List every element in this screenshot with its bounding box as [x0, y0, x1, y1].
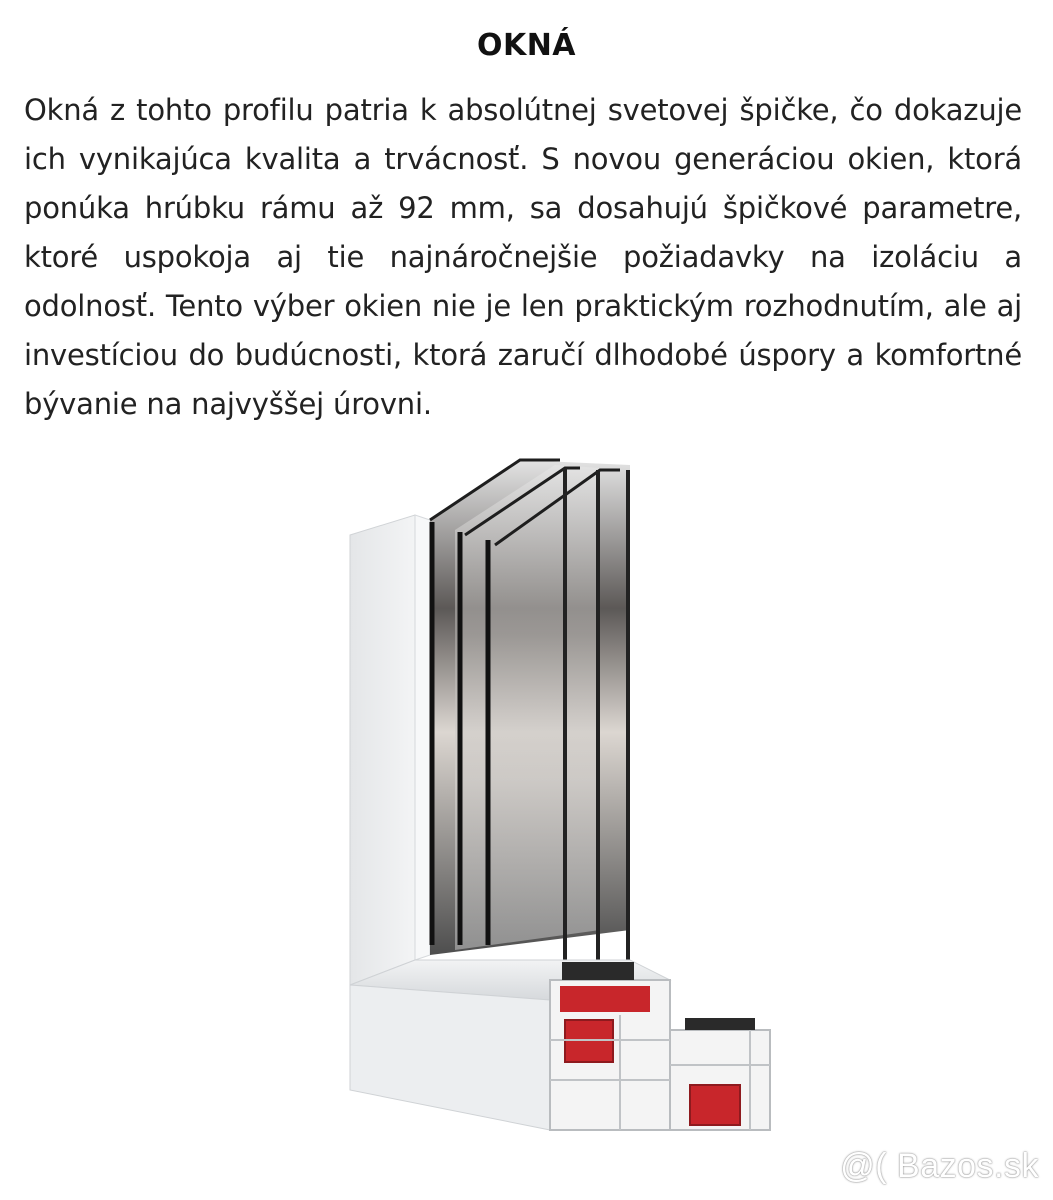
window-profile-cross-section-image — [110, 440, 940, 1160]
glass-pane-middle — [455, 465, 600, 950]
red-reinforcement-bottom — [690, 1085, 740, 1125]
frame-vertical-side — [415, 515, 430, 960]
glazing-gasket-dark — [562, 962, 634, 980]
description-paragraph: Okná z tohto profilu patria k absolútnej svetovej špičke, čo dokazuje ich vynikajúca kvalita a trvácnosť. S novou generáciou okien, ktorá ponúka hrúbku rámu až 92 mm, sa dosahujú špičkové parametre, ktoré uspokoja aj tie najnáročnejšie požiadavky na izoláciu a odolnosť. Tento výber okien nie je len praktickým rozhodnutím, ale aj investíciou do budúcnosti, ktorá zaručí dlhodobé úspory a komfortné bývanie na najvyššej úrovni. — [24, 93, 1022, 421]
red-reinforcement-top — [560, 986, 650, 1012]
frame-bottom-face — [350, 985, 550, 1130]
sash-gasket — [685, 1018, 755, 1030]
page-title: OKNÁ — [476, 28, 577, 63]
frame-vertical-face — [350, 515, 415, 985]
bazos-watermark: @( Bazos.sk — [840, 1147, 1039, 1185]
